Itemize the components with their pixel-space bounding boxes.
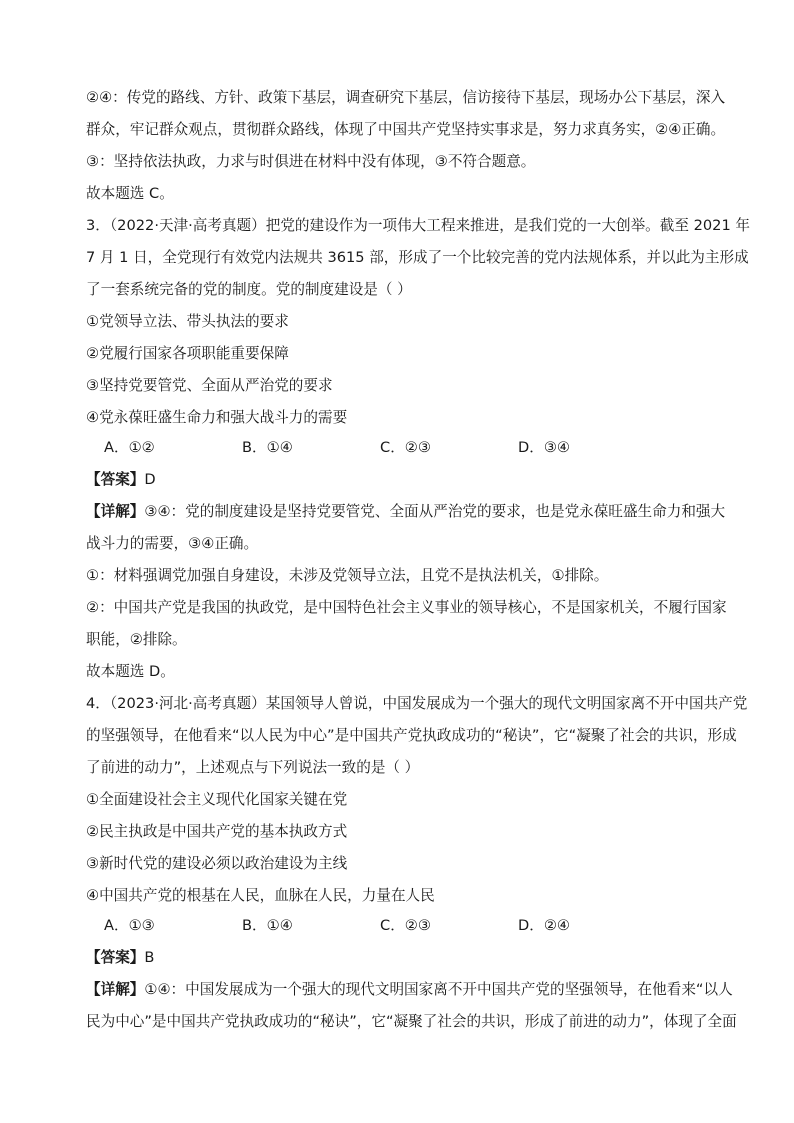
q3-statement: ③坚持党要管党、全面从严治党的要求 — [86, 377, 333, 394]
q3-detail-line: 【详解】③④：党的制度建设是坚持党要管党、全面从严治党的要求，也是党永葆旺盛生命力和强大 — [86, 503, 726, 520]
q4-statement: ④中国共产党的根基在人民，血脉在人民，力量在人民 — [86, 887, 435, 904]
q3-option-a: A．①② — [104, 439, 155, 456]
detail-label: 【详解】 — [86, 981, 145, 998]
answer-value: D — [144, 471, 156, 488]
answer-label: 【答案】 — [86, 949, 145, 966]
q4-stem-line: 的坚强领导，在他看来“以人民为中心”是中国共产党执政成功的“秘诀”，它“凝聚了社会的共识，形成 — [86, 727, 737, 744]
q4-statement: ①全面建设社会主义现代化国家关键在党 — [86, 791, 348, 808]
prev-analysis-line: 群众，牢记群众观点，贯彻群众路线，体现了中国共产党坚持实事求是，努力求真务实，②④正确。 — [86, 121, 726, 138]
q3-detail-line: ②：中国共产党是我国的执政党，是中国特色社会主义事业的领导核心，不是国家机关，不履行国家 — [86, 599, 727, 616]
detail-label: 【详解】 — [86, 503, 145, 520]
answer-value: B — [144, 949, 155, 966]
q3-detail-line: 战斗力的需要，③④正确。 — [86, 535, 259, 552]
q4-stem-line: 4．（2023·河北·高考真题）某国领导人曾说，中国发展成为一个强大的现代文明国家离不开中国共产党 — [86, 695, 748, 712]
q3-stem-line: 7 月 1 日，全党现行有效党内法规共 3615 部，形成了一个比较完善的党内法规体系，并以此为主形成 — [86, 249, 749, 266]
q3-option-b: B．①④ — [242, 439, 293, 456]
q3-stem-line: 3．（2022·天津·高考真题）把党的建设作为一项伟大工程来推进，是我们党的一大创举。截至 2021 年 — [86, 217, 750, 234]
q3-stem-line: 了一套系统完备的党的制度。党的制度建设是（ ） — [86, 281, 412, 298]
q3-option-c: C．②③ — [380, 439, 431, 456]
q3-options — [104, 438, 656, 458]
q4-options — [104, 916, 656, 936]
q4-stem-line: 了前进的动力”，上述观点与下列说法一致的是（ ） — [86, 759, 420, 776]
q3-conclusion: 故本题选 D。 — [86, 663, 175, 680]
q4-statement: ②民主执政是中国共产党的基本执政方式 — [86, 823, 348, 840]
q3-statement: ④党永葆旺盛生命力和强大战斗力的需要 — [86, 409, 348, 426]
prev-analysis-line: ②④：传党的路线、方针、政策下基层，调查研究下基层，信访接待下基层，现场办公下基层，深入 — [86, 89, 726, 106]
prev-conclusion: 故本题选 C。 — [86, 185, 174, 202]
q4-option-a: A．①③ — [104, 917, 155, 934]
q3-statement: ①党领导立法、带头执法的要求 — [86, 313, 289, 330]
q4-detail-line: 【详解】①④：中国发展成为一个强大的现代文明国家离不开中国共产党的坚强领导，在他看来“以人 — [86, 981, 733, 998]
q4-statement: ③新时代党的建设必须以政治建设为主线 — [86, 855, 348, 872]
q3-detail-line: ①：材料强调党加强自身建设，未涉及党领导立法，且党不是执法机关，①排除。 — [86, 567, 609, 584]
answer-label: 【答案】 — [86, 471, 145, 488]
q4-option-b: B．①④ — [242, 917, 293, 934]
q4-detail-line: 民为中心”是中国共产党执政成功的“秘诀”，它“凝聚了社会的共识，形成了前进的动力”，体现了全面 — [86, 1013, 737, 1030]
q3-option-d: D．③④ — [518, 439, 570, 456]
q4-option-d: D．②④ — [518, 917, 570, 934]
q3-statement: ②党履行国家各项职能重要保障 — [86, 345, 289, 362]
q4-option-c: C．②③ — [380, 917, 431, 934]
prev-analysis-line: ③：坚持依法执政，力求与时俱进在材料中没有体现，③不符合题意。 — [86, 153, 536, 170]
q3-detail-line: 职能，②排除。 — [86, 631, 187, 648]
q3-answer — [86, 470, 156, 490]
q4-answer — [86, 948, 154, 968]
